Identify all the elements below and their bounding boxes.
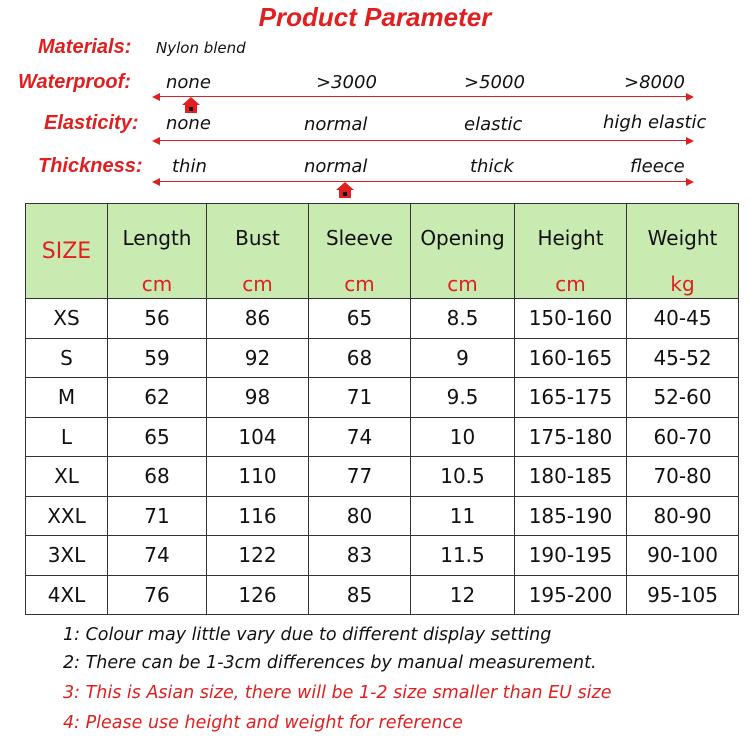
table-cell: 80-90 xyxy=(627,496,739,536)
column-unit: cm xyxy=(344,272,375,296)
table-cell: 85 xyxy=(309,575,411,615)
table-cell: 74 xyxy=(309,417,411,457)
table-cell: 90-100 xyxy=(627,536,739,576)
table-cell: 68 xyxy=(108,457,207,497)
table-cell: 165-175 xyxy=(515,378,627,418)
table-row xyxy=(26,417,739,457)
column-header-weight xyxy=(627,204,739,299)
table-cell: 10.5 xyxy=(411,457,515,497)
elasticity-label: Elasticity: xyxy=(44,112,139,134)
size-chart-table xyxy=(25,203,739,615)
column-header-sleeve xyxy=(309,204,411,299)
size-column-header: SIZE xyxy=(26,204,108,299)
table-cell: 110 xyxy=(207,457,309,497)
table-cell: 80 xyxy=(309,496,411,536)
table-cell: 12 xyxy=(411,575,515,615)
table-cell: 10 xyxy=(411,417,515,457)
column-name: Height xyxy=(537,226,604,250)
thickness-option-thin: thin xyxy=(172,156,207,177)
waterproof-selected-marker-icon xyxy=(182,97,200,113)
table-cell: 40-45 xyxy=(627,299,739,339)
size-cell: 3XL xyxy=(26,536,108,576)
thickness-label: Thickness: xyxy=(38,155,143,177)
note-4: 4: Please use height and weight for reference xyxy=(63,713,463,733)
column-name: Opening xyxy=(420,226,505,250)
table-cell: 195-200 xyxy=(515,575,627,615)
table-cell: 92 xyxy=(207,338,309,378)
column-name: Bust xyxy=(235,226,280,250)
waterproof-option-none: none xyxy=(166,72,211,93)
table-cell: 76 xyxy=(108,575,207,615)
table-cell: 185-190 xyxy=(515,496,627,536)
thickness-option-fleece: fleece xyxy=(630,156,685,177)
size-cell: XXL xyxy=(26,496,108,536)
waterproof-label: Waterproof: xyxy=(18,71,131,93)
elasticity-scale-right-arrow-icon xyxy=(686,137,694,145)
table-cell: 59 xyxy=(108,338,207,378)
table-cell: 71 xyxy=(309,378,411,418)
size-cell: S xyxy=(26,338,108,378)
column-unit: cm xyxy=(141,272,173,296)
table-cell: 8.5 xyxy=(411,299,515,339)
table-cell: 104 xyxy=(207,417,309,457)
materials-value: Nylon blend xyxy=(156,39,246,57)
table-cell: 98 xyxy=(207,378,309,418)
table-row xyxy=(26,299,739,339)
note-2: 2: There can be 1-3cm differences by manual measurement. xyxy=(63,653,597,673)
table-cell: 122 xyxy=(207,536,309,576)
table-row xyxy=(26,457,739,497)
column-name: Sleeve xyxy=(325,226,393,250)
table-cell: 11.5 xyxy=(411,536,515,576)
table-cell: 9.5 xyxy=(411,378,515,418)
column-unit: kg xyxy=(670,272,695,296)
column-unit: cm xyxy=(447,272,478,296)
table-cell: 77 xyxy=(309,457,411,497)
table-cell: 68 xyxy=(309,338,411,378)
column-header-height xyxy=(515,204,627,299)
materials-label: Materials: xyxy=(38,36,132,58)
table-cell: 160-165 xyxy=(515,338,627,378)
table-cell: 62 xyxy=(108,378,207,418)
waterproof-scale-left-arrow-icon xyxy=(152,93,160,101)
table-cell: 83 xyxy=(309,536,411,576)
table-cell: 9 xyxy=(411,338,515,378)
table-cell: 95-105 xyxy=(627,575,739,615)
thickness-scale-line xyxy=(158,181,688,182)
table-row xyxy=(26,536,739,576)
thickness-scale-right-arrow-icon xyxy=(686,178,694,186)
size-cell: L xyxy=(26,417,108,457)
elasticity-option-elastic: elastic xyxy=(464,114,523,135)
size-cell: XL xyxy=(26,457,108,497)
waterproof-scale-line xyxy=(158,96,688,97)
thickness-option-normal: normal xyxy=(304,156,368,177)
thickness-selected-marker-icon xyxy=(336,182,354,198)
thickness-scale-left-arrow-icon xyxy=(152,178,160,186)
note-3: 3: This is Asian size, there will be 1-2 size smaller than EU size xyxy=(63,683,612,703)
waterproof-scale-right-arrow-icon xyxy=(686,93,694,101)
note-1: 1: Colour may little vary due to different display setting xyxy=(63,625,552,645)
column-header-bust xyxy=(207,204,309,299)
elasticity-option-none: none xyxy=(166,113,211,134)
table-cell: 70-80 xyxy=(627,457,739,497)
thickness-option-thick: thick xyxy=(470,156,514,177)
table-cell: 45-52 xyxy=(627,338,739,378)
table-cell: 126 xyxy=(207,575,309,615)
size-cell: M xyxy=(26,378,108,418)
elasticity-scale-left-arrow-icon xyxy=(152,137,160,145)
table-row xyxy=(26,378,739,418)
table-cell: 150-160 xyxy=(515,299,627,339)
table-header-row xyxy=(26,204,739,299)
waterproof-option-5000: >5000 xyxy=(464,72,525,93)
table-cell: 190-195 xyxy=(515,536,627,576)
elasticity-option-normal: normal xyxy=(304,114,368,135)
elasticity-scale-line xyxy=(158,140,688,141)
table-cell: 65 xyxy=(108,417,207,457)
waterproof-option-8000: >8000 xyxy=(624,72,685,93)
table-cell: 52-60 xyxy=(627,378,739,418)
table-cell: 60-70 xyxy=(627,417,739,457)
column-name: Length xyxy=(122,226,192,250)
table-cell: 180-185 xyxy=(515,457,627,497)
size-cell: XS xyxy=(26,299,108,339)
table-cell: 65 xyxy=(309,299,411,339)
table-cell: 175-180 xyxy=(515,417,627,457)
table-cell: 116 xyxy=(207,496,309,536)
column-header-opening xyxy=(411,204,515,299)
table-row xyxy=(26,338,739,378)
waterproof-option-3000: >3000 xyxy=(316,72,377,93)
page-title: Product Parameter xyxy=(258,2,492,32)
table-cell: 71 xyxy=(108,496,207,536)
column-name: Weight xyxy=(647,226,718,250)
column-unit: cm xyxy=(555,272,586,296)
elasticity-option-high-elastic: high elastic xyxy=(603,112,707,133)
table-cell: 74 xyxy=(108,536,207,576)
table-cell: 56 xyxy=(108,299,207,339)
table-row xyxy=(26,575,739,615)
table-cell: 86 xyxy=(207,299,309,339)
column-unit: cm xyxy=(242,272,273,296)
column-header-length xyxy=(108,204,207,299)
table-cell: 11 xyxy=(411,496,515,536)
size-cell: 4XL xyxy=(26,575,108,615)
table-row xyxy=(26,496,739,536)
